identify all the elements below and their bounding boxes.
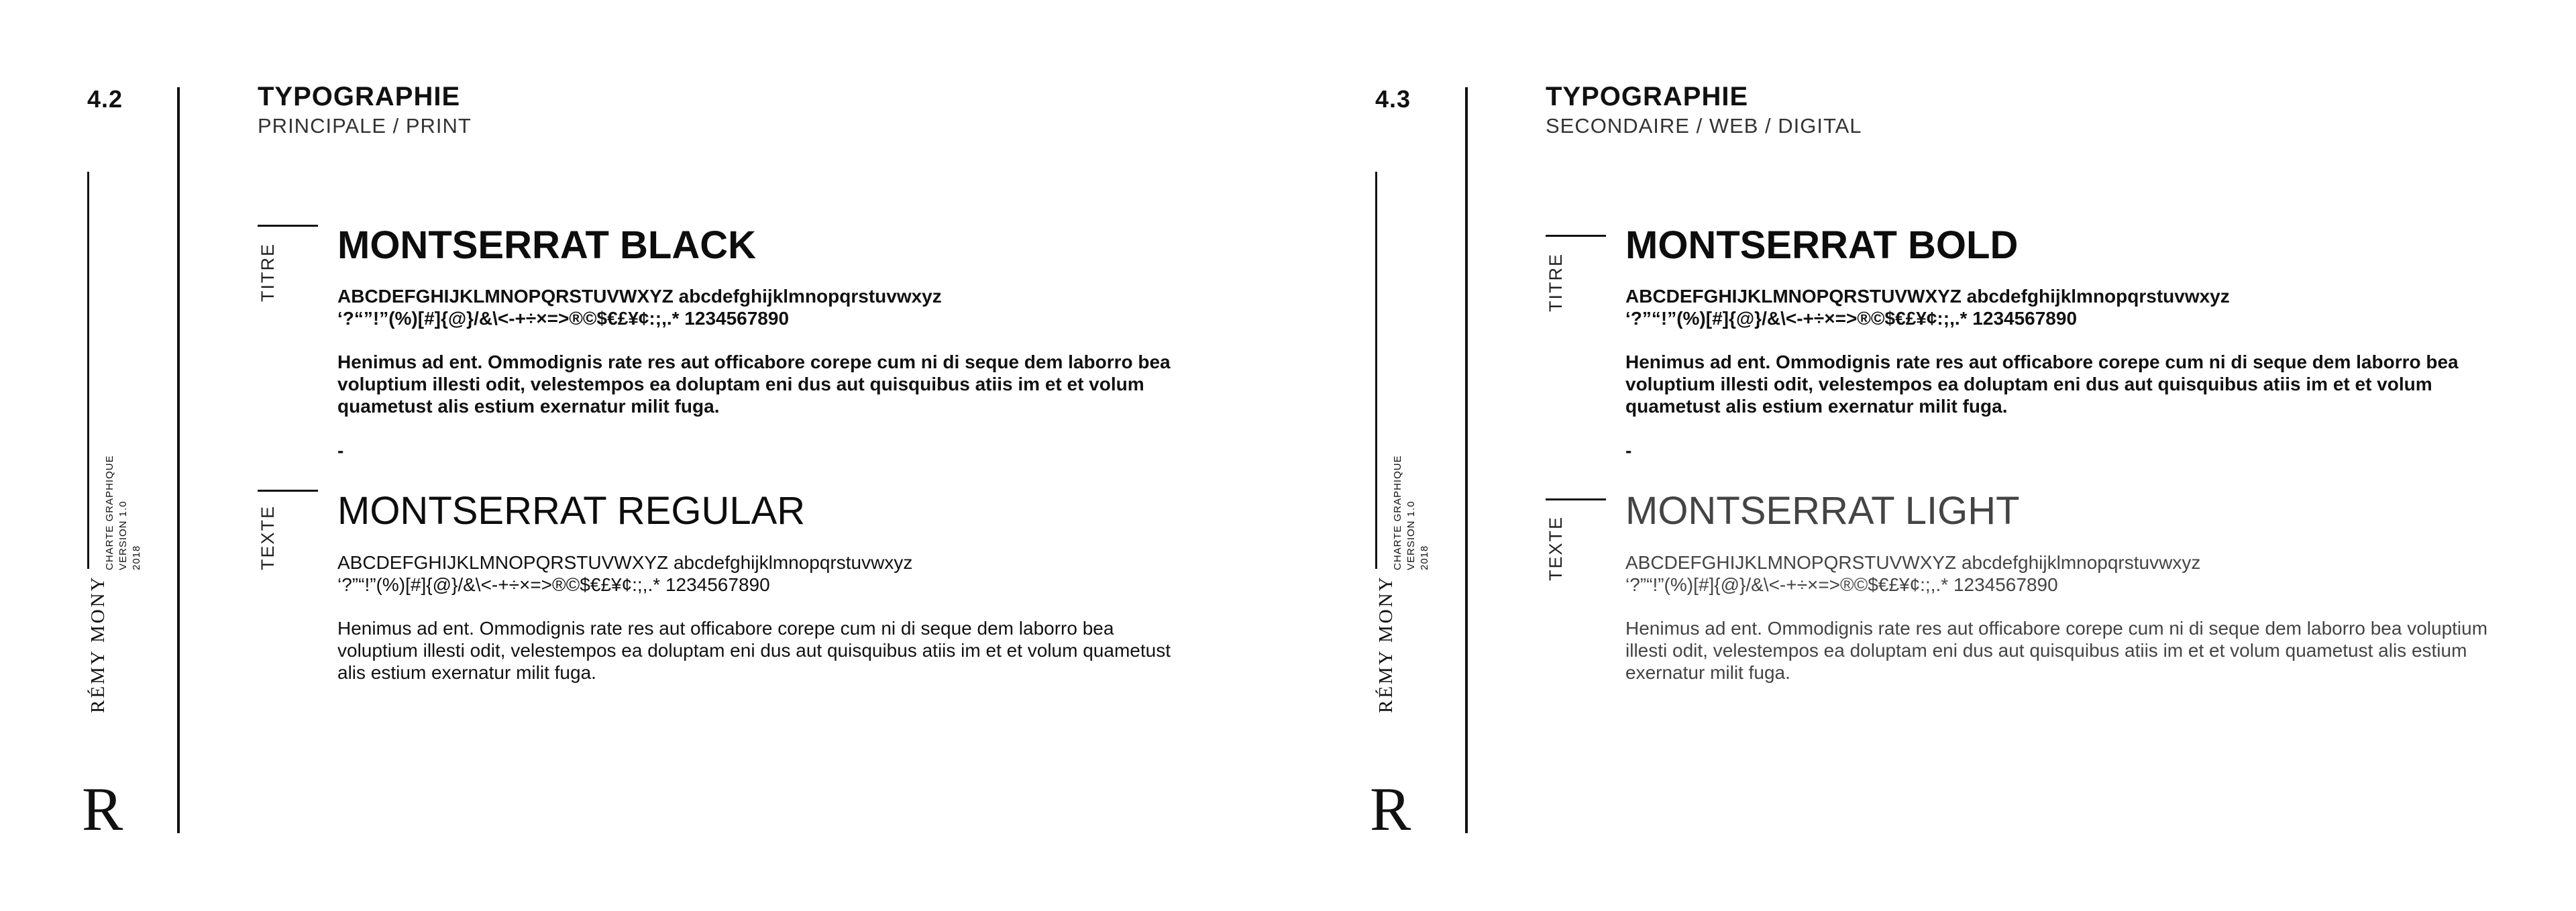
font-name-heading: MONTSERRAT REGULAR bbox=[337, 489, 806, 533]
brand-name: RÉMY MONY bbox=[87, 575, 109, 713]
page-title: TYPOGRAPHIE bbox=[258, 82, 461, 111]
section-label-texte: TEXTE bbox=[258, 504, 278, 570]
page-title: TYPOGRAPHIE bbox=[1546, 82, 1749, 111]
brand-logo-icon: R bbox=[82, 775, 123, 843]
vertical-divider bbox=[1465, 87, 1468, 833]
section-rule bbox=[1546, 235, 1606, 237]
charset-line: ‘?“”!”(%)[#]{@}/&\<-+÷×=>®©$€£¥¢:;,.* 1234567890 bbox=[337, 308, 790, 329]
charset-line: ‘?”“!”(%)[#]{@}/&\<-+÷×=>®©$€£¥¢:;,.* 1234567890 bbox=[337, 574, 770, 595]
charset-line: ‘?”“!”(%)[#]{@}/&\<-+÷×=>®©$€£¥¢:;,.* 1234567890 bbox=[1625, 308, 2078, 329]
font-name-heading: MONTSERRAT BLACK bbox=[337, 223, 756, 267]
sample-paragraph: Henimus ad ent. Ommodignis rate res aut officabore corepe cum ni di seque dem laborro bea voluptium illesti odit, velestempos ea doluptam eni dus aut quisquibus atiis im et et volum quametust alis estium exernatur milit fuga. bbox=[337, 618, 1171, 683]
brand-name: RÉMY MONY bbox=[1375, 575, 1397, 713]
sample-paragraph: Henimus ad ent. Ommodignis rate res aut officabore corepe cum ni di seque dem laborro bea voluptium illesti odit, velestempos ea doluptam eni dus aut quisquibus atiis im et et volum quametust alis estium exernatur milit fuga. bbox=[337, 352, 1171, 417]
charset-line: ABCDEFGHIJKLMNOPQRSTUVWXYZ abcdefghijklmnopqrstuvwxyz bbox=[337, 552, 913, 573]
page-subtitle: PRINCIPALE / PRINT bbox=[258, 114, 472, 138]
document-meta bbox=[103, 455, 144, 570]
page-number: 4.3 bbox=[1375, 85, 1411, 113]
page-subtitle: SECONDAIRE / WEB / DIGITAL bbox=[1546, 114, 1862, 138]
section-label-texte: TEXTE bbox=[1546, 515, 1566, 581]
separator-dash: - bbox=[1625, 440, 1632, 461]
document-meta bbox=[1391, 455, 1432, 570]
sample-paragraph: Henimus ad ent. Ommodignis rate res aut officabore corepe cum ni di seque dem laborro bea voluptium illesti odit, velestempos ea doluptam eni dus aut quisquibus atiis im et et volum quametust alis estium exernatur milit fuga. bbox=[1625, 352, 2459, 417]
section-rule bbox=[258, 225, 318, 227]
charset-line: ABCDEFGHIJKLMNOPQRSTUVWXYZ abcdefghijklmnopqrstuvwxyz bbox=[1625, 552, 2201, 573]
sample-paragraph: Henimus ad ent. Ommodignis rate res aut officabore corepe cum ni di seque dem laborro bea voluptium illesti odit, velestempos ea doluptam eni dus aut quisquibus atiis im et et volum quametust alis estium exernatur milit fuga. bbox=[1625, 618, 2488, 683]
section-rule bbox=[1546, 498, 1606, 500]
meta-line: 2018 bbox=[131, 545, 142, 570]
rail-divider bbox=[1375, 172, 1377, 569]
font-name-heading: MONTSERRAT BOLD bbox=[1625, 223, 2019, 267]
meta-line: VERSION 1.0 bbox=[117, 500, 129, 570]
font-name-heading: MONTSERRAT LIGHT bbox=[1625, 489, 2020, 533]
meta-line: CHARTE GRAPHIQUE bbox=[104, 455, 115, 570]
section-rule bbox=[258, 490, 318, 492]
meta-line: CHARTE GRAPHIQUE bbox=[1392, 455, 1403, 570]
vertical-divider bbox=[177, 87, 180, 833]
section-label-titre: TITRE bbox=[1546, 253, 1566, 312]
meta-line: VERSION 1.0 bbox=[1405, 500, 1417, 570]
separator-dash: - bbox=[337, 440, 344, 461]
section-label-titre: TITRE bbox=[258, 243, 278, 302]
charset-line: ABCDEFGHIJKLMNOPQRSTUVWXYZ abcdefghijklmnopqrstuvwxyz bbox=[1625, 286, 2230, 307]
brand-logo-icon: R bbox=[1370, 775, 1411, 843]
charset-line: ABCDEFGHIJKLMNOPQRSTUVWXYZ abcdefghijklmnopqrstuvwxyz bbox=[337, 286, 942, 307]
meta-line: 2018 bbox=[1419, 545, 1430, 570]
rail-divider bbox=[87, 172, 89, 569]
page-4-3 bbox=[1288, 0, 2576, 911]
charset-line: ‘?”“!”(%)[#]{@}/&\<-+÷×=>®©$€£¥¢:;,.* 1234567890 bbox=[1625, 574, 2058, 595]
page-number: 4.2 bbox=[87, 85, 123, 113]
